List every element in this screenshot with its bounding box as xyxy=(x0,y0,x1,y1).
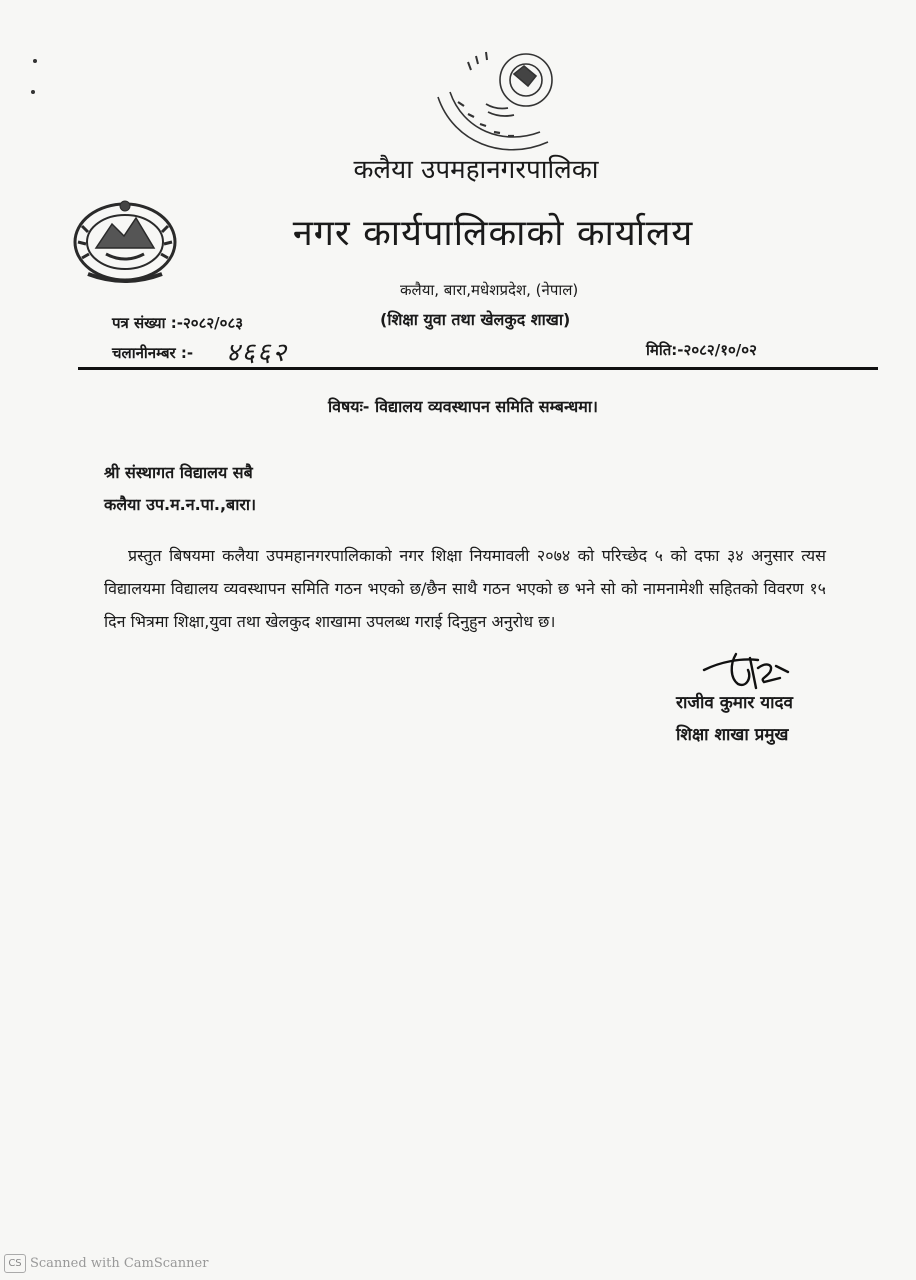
signatory-title: शिक्षा शाखा प्रमुख xyxy=(676,725,789,745)
scan-speck xyxy=(33,59,37,63)
letter-body: प्रस्तुत बिषयमा कलैया उपमहानगरपालिकाको नगर शिक्षा नियमावली २०७४ को परिच्छेद ५ को दफा ३४ अनुसार त्यस विद्यालयमा विद्यालय व्यवस्थापन समिति गठन भएको छ/छैन साथै गठन भएको छ भने सो को नामनामेशी सहितको विवरण १५ दिन भित्रमा शिक्षा,युवा तथा खेलकुद शाखामा उपलब्ध गराई दिनुहुन अनुरोध छ। xyxy=(104,546,826,631)
office-title: नगर कार्यपालिकाको कार्यालय xyxy=(292,213,694,254)
scan-speck xyxy=(31,90,35,94)
dispatch-number-label: चलानीनम्बर :- xyxy=(112,344,194,362)
subject-line: विषयः- विद्यालय व्यवस्थापन समिति सम्बन्धमा। xyxy=(328,397,598,416)
scanner-watermark-text: Scanned with CamScanner xyxy=(30,1256,209,1271)
addressee-line-2: कलैया उप.म.न.पा.,बारा। xyxy=(104,495,257,514)
camscanner-logo-icon: CS xyxy=(4,1254,26,1273)
scanner-watermark xyxy=(4,1254,208,1273)
header-divider xyxy=(78,367,878,370)
signatory-name: राजीव कुमार यादव xyxy=(676,693,793,713)
letter-number: पत्र संख्या :-२०८२/०८३ xyxy=(112,314,244,332)
branch-name: (शिक्षा युवा तथा खेलकुद शाखा) xyxy=(380,310,571,329)
letter-date: मिति:-२०८२/१०/०२ xyxy=(646,341,757,359)
dispatch-number-handwritten: ४६६२ xyxy=(226,338,289,368)
handwritten-signature xyxy=(700,648,796,696)
office-address: कलैया, बारा,मधेशप्रदेश, (नेपाल) xyxy=(400,281,579,299)
addressee-line-1: श्री संस्थागत विद्यालय सबै xyxy=(104,463,253,482)
municipality-name: कलैया उपमहानगरपालिका xyxy=(353,155,599,185)
